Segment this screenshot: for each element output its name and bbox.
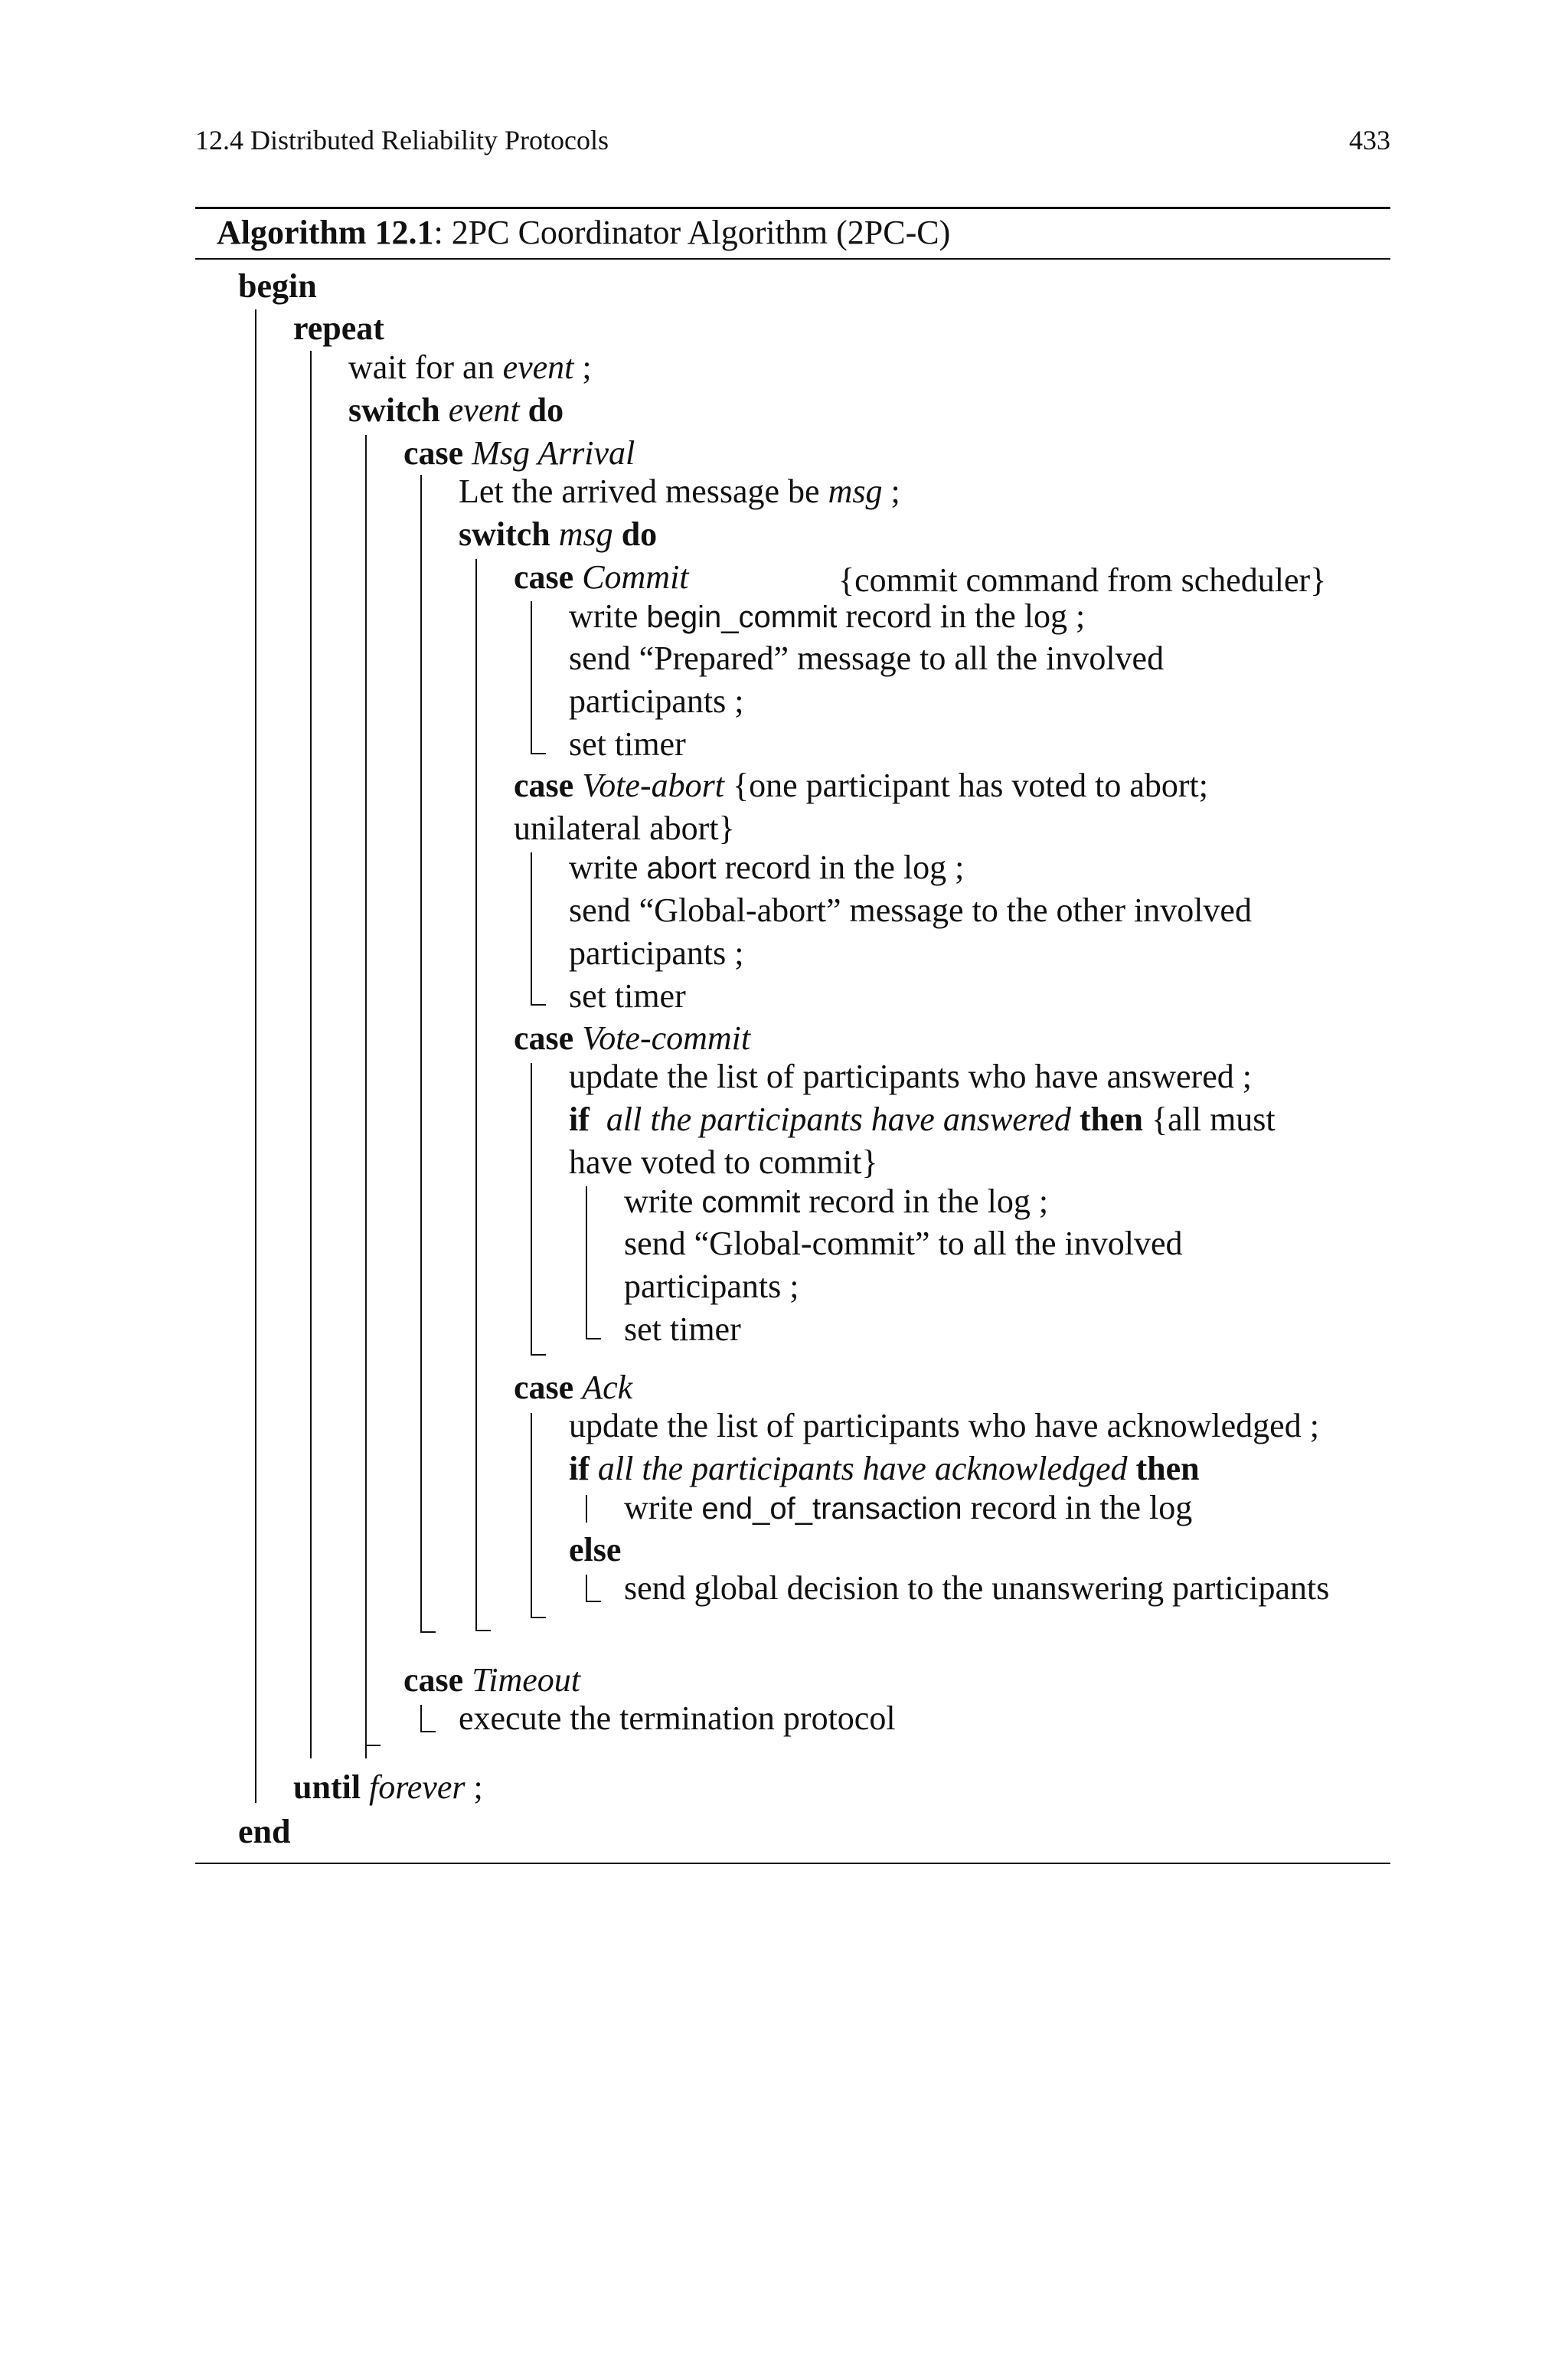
record-name: end_of_transaction — [701, 1492, 962, 1526]
block-bar-case-commit — [531, 601, 532, 754]
line-participants: participants ; — [569, 682, 744, 720]
line-begin — [238, 267, 317, 305]
keyword-begin: begin — [238, 267, 317, 305]
block-bar-else — [586, 1575, 587, 1602]
case-name: Msg Arrival — [472, 434, 635, 472]
line-send-prepared: send “Prepared” message to all the involved — [569, 639, 1165, 677]
line-case-vote-commit — [514, 1019, 751, 1057]
block-bar-if-all-answered — [586, 1186, 587, 1339]
block-end-else — [586, 1601, 601, 1602]
line-termination-protocol: execute the termination protocol — [459, 1699, 896, 1737]
condition: all the participants have acknowledged — [597, 1450, 1128, 1487]
line-write-abort — [569, 851, 964, 885]
text: record in the log ; — [837, 597, 1086, 635]
line-participants: participants ; — [569, 934, 744, 972]
block-bar-case-msg-arrival — [420, 475, 422, 1633]
var-forever: forever — [369, 1768, 466, 1806]
keyword-repeat: repeat — [293, 309, 384, 347]
line-case-vote-abort — [514, 769, 1208, 803]
case-name: Vote-abort — [582, 767, 724, 804]
text: ; — [882, 473, 900, 510]
keyword-switch: switch — [459, 515, 550, 553]
block-bar-repeat — [310, 351, 312, 1758]
var-event: event — [502, 348, 574, 386]
case-name: Vote-commit — [582, 1019, 751, 1057]
line-case-commit — [514, 558, 689, 596]
keyword-then: then — [1135, 1450, 1200, 1487]
keyword-else: else — [569, 1531, 622, 1568]
line-write-begin-commit — [569, 597, 1086, 635]
text: record in the log ; — [800, 1182, 1049, 1220]
block-bar-switch-msg — [475, 559, 477, 1631]
block-end-if-all-answered — [586, 1338, 601, 1339]
keyword-case: case — [514, 1019, 574, 1057]
line-switch-msg — [459, 515, 658, 553]
text: record in the log ; — [716, 849, 965, 886]
block-bar-switch-event — [365, 435, 367, 1758]
line-switch-event — [348, 391, 564, 429]
block-end-case-vote-abort — [531, 1004, 546, 1006]
line-case-ack — [514, 1371, 632, 1405]
line-write-commit — [624, 1182, 1049, 1220]
text: write — [624, 1182, 702, 1220]
text: write — [569, 597, 647, 635]
block-end-switch-msg — [475, 1630, 491, 1631]
line-until — [293, 1768, 483, 1806]
algorithm-name: : 2PC Coordinator Algorithm (2PC-C) — [433, 214, 951, 251]
line-participants: participants ; — [624, 1268, 799, 1305]
line-let-msg — [459, 475, 900, 509]
algorithm-top-rule — [195, 207, 1390, 209]
line-write-eot — [624, 1491, 1192, 1525]
var-event: event — [448, 391, 520, 429]
line-case-msg-arrival — [403, 434, 635, 472]
keyword-until: until — [293, 1768, 361, 1806]
algorithm-title-rule — [195, 258, 1390, 260]
line-set-timer: set timer — [624, 1310, 741, 1348]
algorithm-bottom-rule — [195, 1863, 1390, 1864]
line-else — [569, 1533, 621, 1567]
keyword-case: case — [403, 434, 464, 472]
block-end-case-timeout — [420, 1731, 436, 1732]
keyword-case: case — [514, 1369, 574, 1406]
line-abort-comment: unilateral abort} — [514, 810, 735, 847]
block-bar-case-vote-abort — [531, 852, 532, 1006]
text: ; — [573, 348, 592, 386]
var-msg: msg — [558, 515, 613, 553]
case-name: Timeout — [472, 1661, 580, 1699]
line-if-all-answered — [569, 1103, 1276, 1137]
line-send-global-decision: send global decision to the unanswering participants — [624, 1569, 1330, 1607]
line-voted-commit-comment: have voted to commit} — [569, 1143, 878, 1181]
algorithm-title — [217, 213, 950, 252]
text: ; — [465, 1768, 483, 1806]
line-send-global-commit: send “Global-commit” to all the involved — [624, 1225, 1183, 1262]
keyword-do: do — [528, 391, 564, 429]
record-name: commit — [701, 1186, 801, 1219]
record-name: abort — [646, 852, 717, 885]
algorithm-label: Algorithm 12.1 — [217, 214, 434, 251]
block-end-switch-event — [365, 1745, 381, 1746]
comment: {all must — [1151, 1101, 1276, 1138]
block-bar-case-vote-commit — [531, 1063, 532, 1356]
page-number: 433 — [1349, 125, 1390, 155]
record-name: begin_commit — [646, 600, 838, 634]
keyword-do: do — [621, 515, 658, 553]
comment-commit: {commit command from scheduler} — [838, 561, 1327, 599]
comment: {one participant has voted to abort; — [732, 767, 1209, 804]
keyword-case: case — [514, 767, 574, 804]
text: Let the arrived message be — [459, 473, 828, 510]
text: wait for an — [348, 348, 503, 386]
keyword-then: then — [1079, 1101, 1143, 1138]
block-end-case-vote-commit — [531, 1354, 546, 1356]
line-set-timer: set timer — [569, 725, 686, 763]
var-msg: msg — [828, 473, 883, 510]
line-wait — [348, 348, 592, 386]
keyword-if: if — [569, 1450, 590, 1487]
text: write — [569, 849, 647, 886]
case-name: Ack — [582, 1369, 633, 1406]
line-update-acknowledged: update the list of participants who have acknowledged ; — [569, 1407, 1319, 1444]
keyword-case: case — [403, 1661, 464, 1699]
block-bar-case-timeout — [420, 1705, 422, 1732]
line-end — [238, 1815, 290, 1849]
block-bar-if-acknowledged — [586, 1495, 587, 1523]
block-end-case-commit — [531, 753, 546, 754]
text: record in the log — [962, 1489, 1193, 1526]
block-bar-begin — [255, 309, 256, 1803]
line-send-global-abort: send “Global-abort” message to the other involved — [569, 891, 1252, 929]
line-case-timeout — [403, 1663, 580, 1697]
block-end-case-msg-arrival — [420, 1631, 436, 1633]
keyword-case: case — [514, 558, 574, 596]
keyword-if: if — [569, 1101, 590, 1138]
running-header-section: 12.4 Distributed Reliability Protocols — [195, 125, 609, 155]
line-if-all-acknowledged — [569, 1452, 1200, 1486]
keyword-end: end — [238, 1813, 291, 1850]
block-bar-case-ack — [531, 1413, 532, 1618]
keyword-switch: switch — [348, 391, 440, 429]
block-end-case-ack — [531, 1617, 546, 1618]
line-repeat — [293, 309, 384, 347]
text: write — [624, 1489, 702, 1526]
line-update-answered: update the list of participants who have answered ; — [569, 1058, 1252, 1095]
line-set-timer: set timer — [569, 977, 686, 1015]
case-name: Commit — [582, 558, 689, 596]
condition: all the participants have answered — [606, 1101, 1071, 1138]
